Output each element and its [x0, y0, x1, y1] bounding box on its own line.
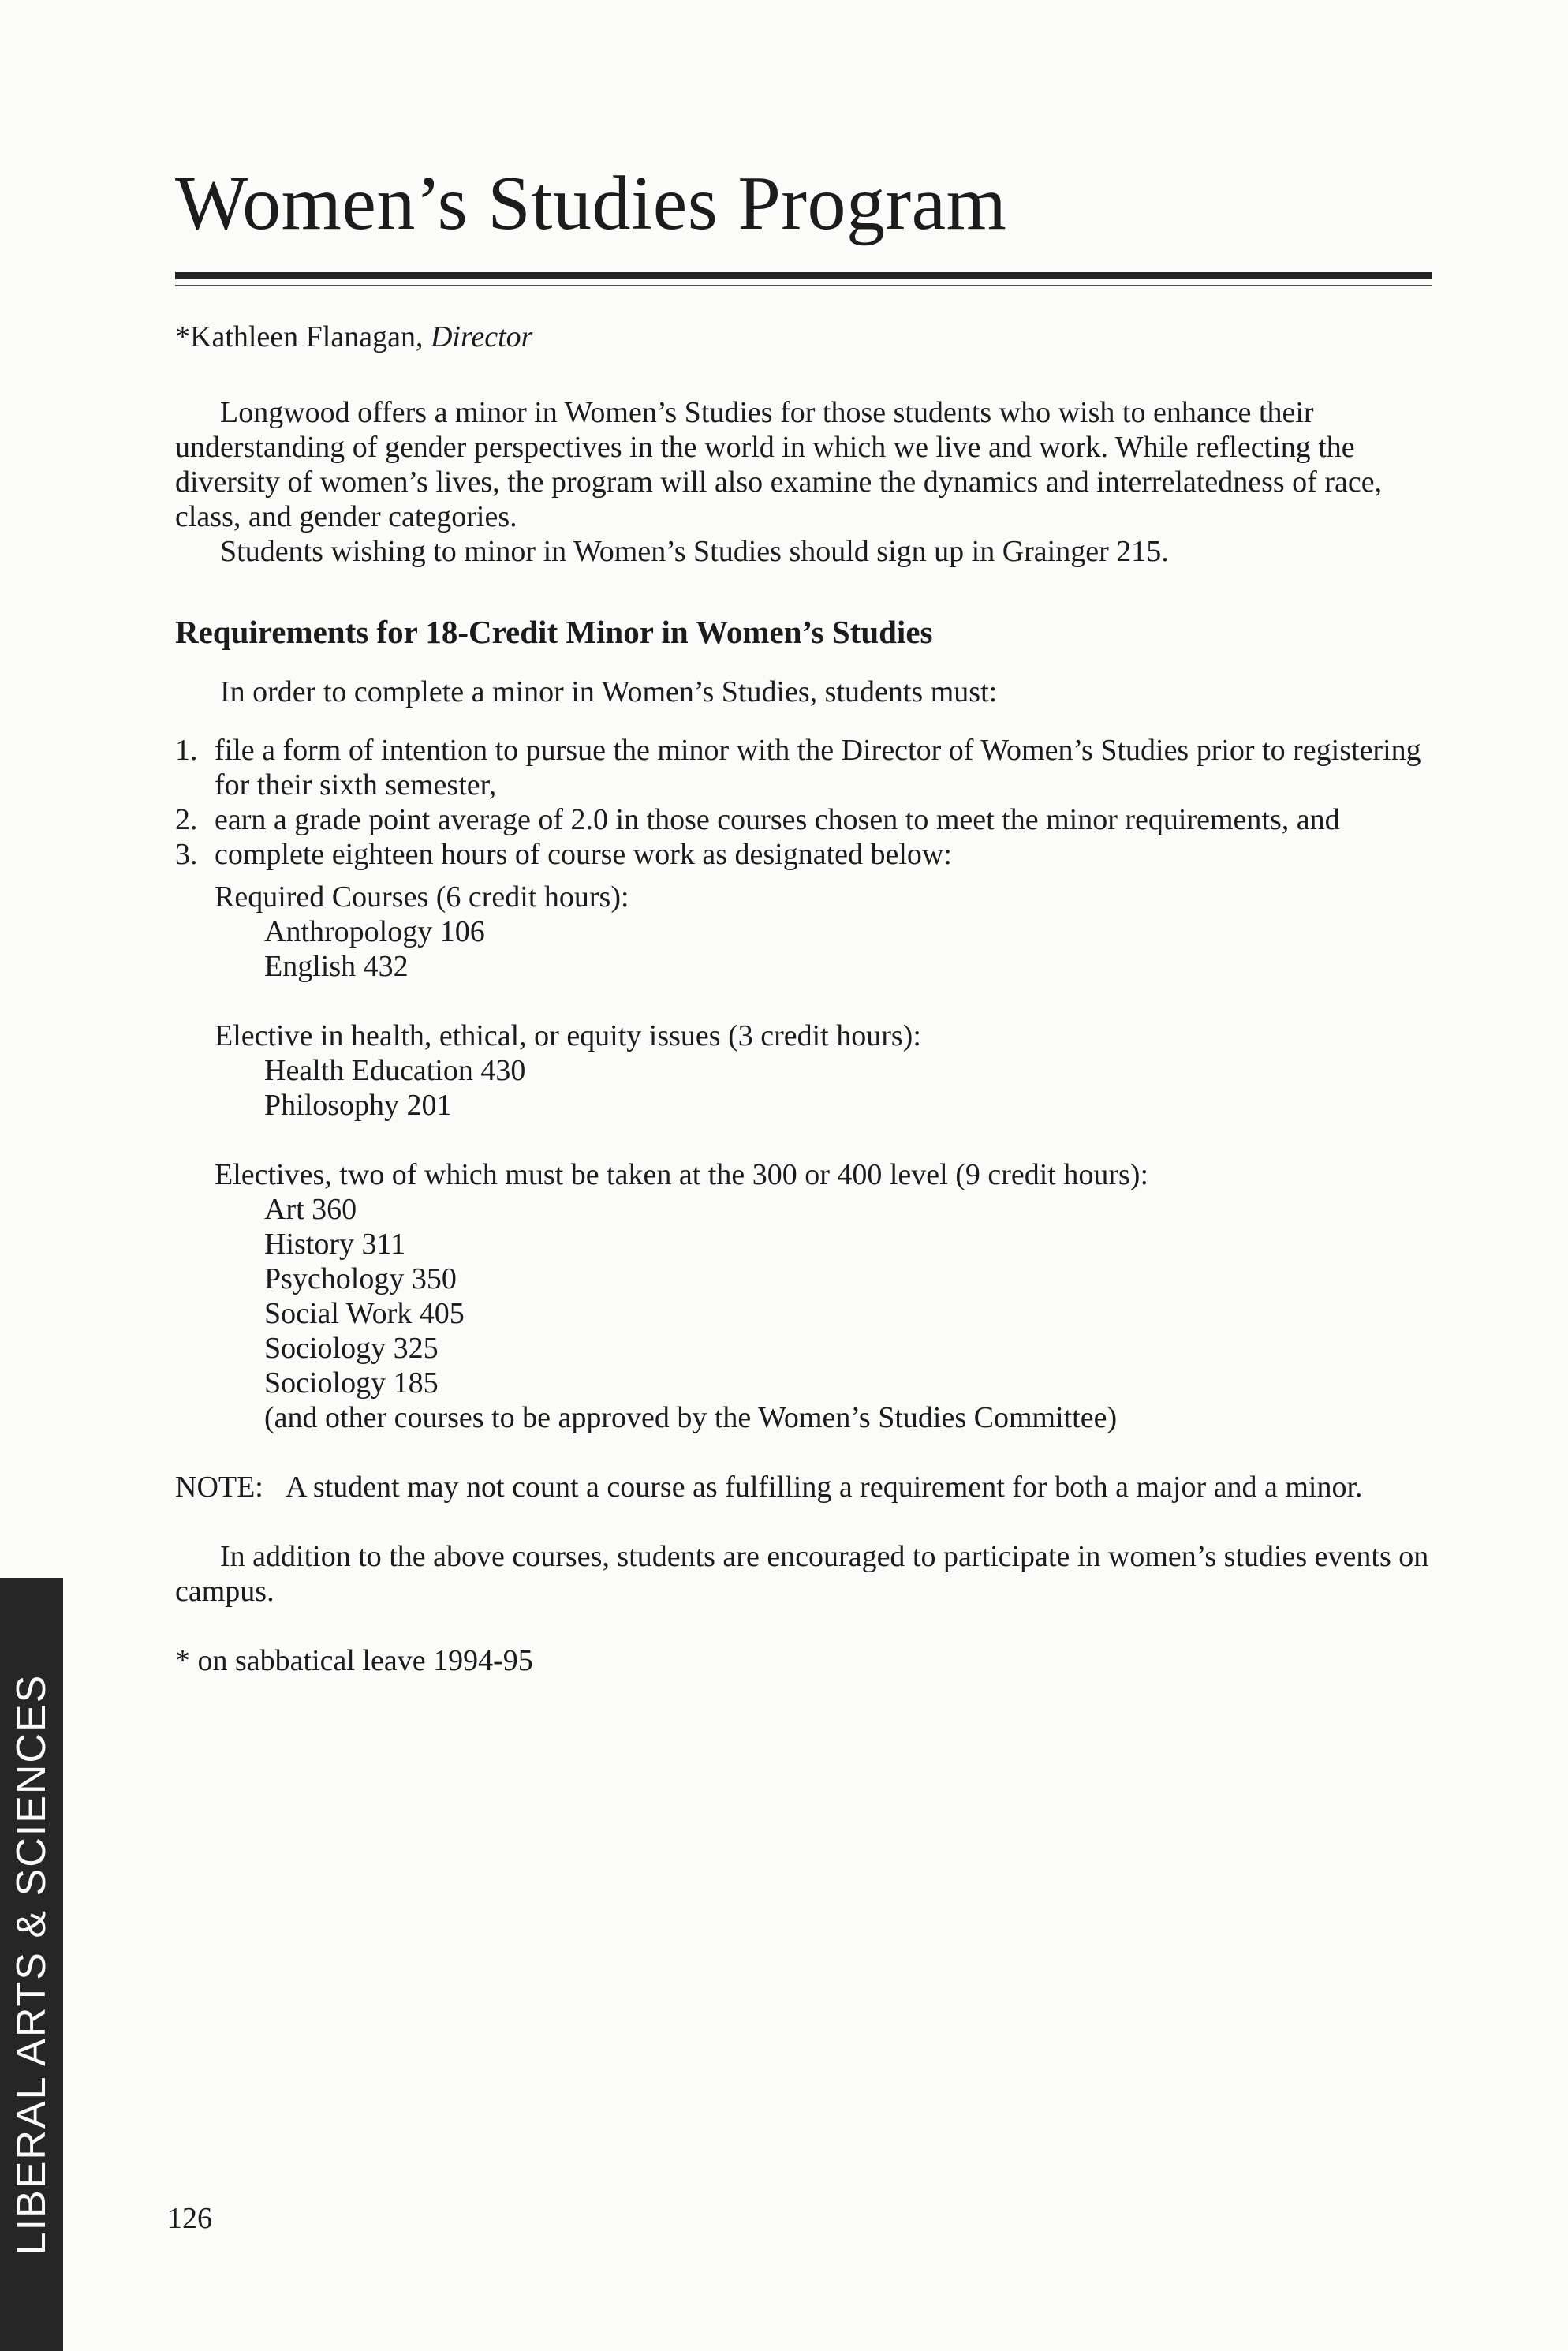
- course-group-heading: Required Courses (6 credit hours):: [215, 880, 629, 914]
- course-item: Health Education 430: [264, 1054, 526, 1087]
- electives-group: [215, 1157, 1432, 1435]
- requirement-number: 3.: [175, 838, 198, 871]
- requirement-number: 1.: [175, 734, 198, 767]
- requirements-lead: In order to complete a minor in Women’s Studies, students must:: [220, 675, 998, 708]
- requirement-text: earn a grade point average of 2.0 in those courses chosen to meet the minor requirements, and: [215, 803, 1340, 836]
- course-item: Social Work 405: [264, 1297, 465, 1330]
- course-list: [215, 1192, 1432, 1435]
- side-tab-label: LIBERAL ARTS & SCIENCES: [9, 1673, 54, 2256]
- director-line: [175, 320, 1432, 354]
- course-item: (and other courses to be approved by the Women’s Studies Committee): [264, 1401, 1118, 1434]
- page-number: 126: [167, 2202, 212, 2235]
- director-name: *Kathleen Flanagan,: [175, 320, 431, 353]
- note-text: A student may not count a course as fulfilling a requirement for both a major and a minor.: [286, 1471, 1363, 1504]
- course-group-heading: Elective in health, ethical, or equity issues (3 credit hours):: [215, 1019, 921, 1052]
- course-list: [215, 1053, 1432, 1123]
- required-courses-group: [215, 880, 1432, 984]
- page-title: Women’s Studies Program: [175, 161, 1007, 246]
- course-list: [215, 914, 1432, 984]
- requirement-text: file a form of intention to pursue the minor with the Director of Women’s Studies prior to registering for their sixth semester,: [215, 734, 1421, 802]
- issues-elective-group: [215, 1019, 1432, 1123]
- title-rule-thin: [175, 285, 1432, 286]
- course-group-heading: Electives, two of which must be taken at the 300 or 400 level (9 credit hours):: [215, 1158, 1149, 1191]
- requirements-heading: Requirements for 18-Credit Minor in Women’s Studies: [175, 614, 933, 650]
- title-rule-thick: [175, 272, 1432, 279]
- note: [175, 1470, 1432, 1504]
- course-item: Art 360: [264, 1193, 357, 1226]
- course-item: Anthropology 106: [264, 915, 485, 948]
- requirement-text: complete eighteen hours of course work as designated below:: [215, 838, 952, 871]
- intro-paragraph: Longwood offers a minor in Women’s Studies for those students who wish to enhance their understanding of gender perspectives in the world in which we live and work. While reflecting the diversity of women’s lives, the program will also examine the dynamics and interrelatedness of race, class, and gender categories.: [175, 396, 1383, 533]
- director-role: Director: [430, 320, 533, 353]
- course-item: Psychology 350: [264, 1262, 457, 1295]
- requirement-number: 2.: [175, 803, 198, 836]
- course-item: Sociology 325: [264, 1332, 439, 1365]
- signup-paragraph: Students wishing to minor in Women’s Studies should sign up in Grainger 215.: [220, 535, 1169, 568]
- course-item: Philosophy 201: [264, 1089, 452, 1122]
- addition-paragraph: In addition to the above courses, students are encouraged to participate in women’s studies events on campus.: [175, 1540, 1429, 1608]
- document-body: [175, 320, 1432, 1678]
- requirement-item: [175, 733, 1432, 802]
- requirement-item: [175, 837, 1432, 872]
- course-item: Sociology 185: [264, 1366, 439, 1400]
- course-item: History 311: [264, 1228, 406, 1261]
- course-item: English 432: [264, 950, 409, 983]
- requirement-item: [175, 802, 1432, 837]
- note-label: NOTE:: [175, 1471, 263, 1504]
- footnote: * on sabbatical leave 1994-95: [175, 1644, 533, 1677]
- requirements-list: [175, 733, 1432, 872]
- section-side-tab: [0, 1578, 63, 2351]
